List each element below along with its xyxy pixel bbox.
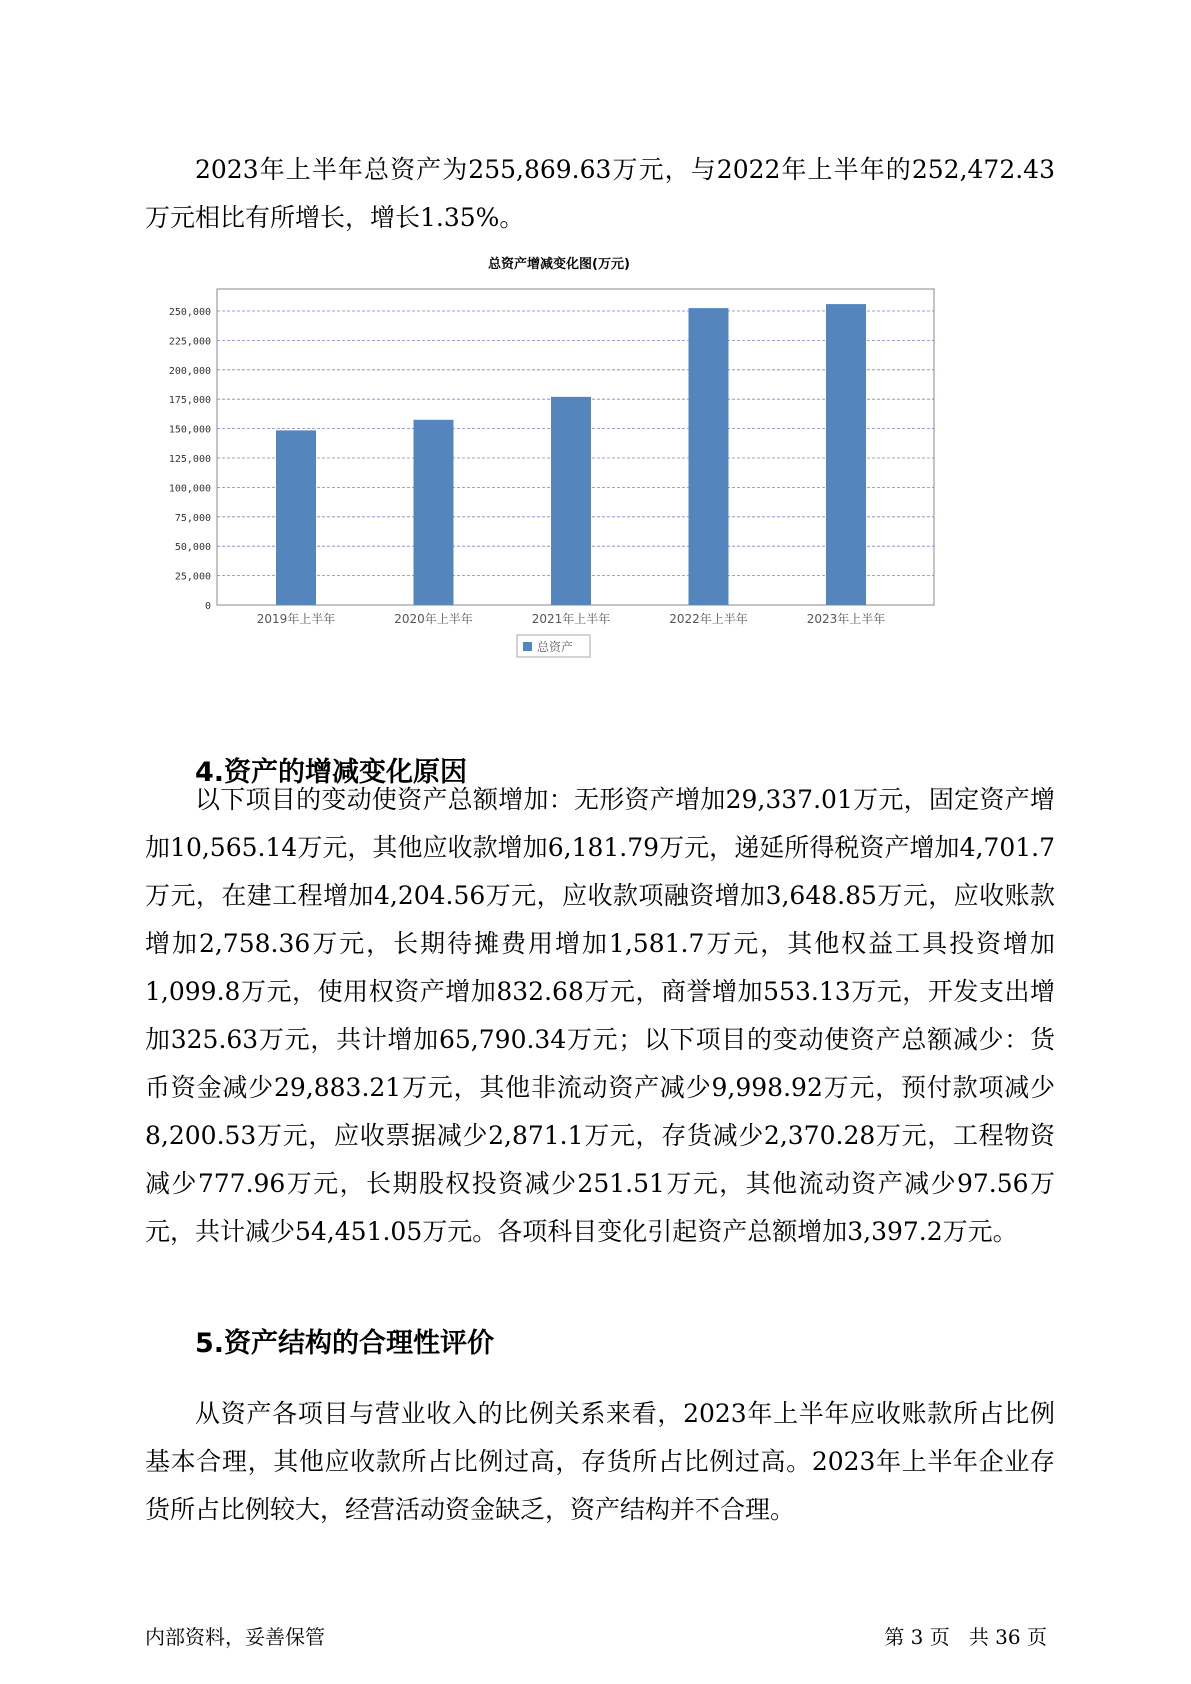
total-assets-paragraph: 2023年上半年总资产为255,869.63万元，与2022年上半年的252,472.43万元相比有所增长，增长1.35%。 <box>145 155 1055 232</box>
y-tick-label: 100,000 <box>168 483 211 495</box>
y-tick-label: 150,000 <box>168 424 211 436</box>
y-tick-label: 225,000 <box>168 336 211 348</box>
x-tick-label: 2021年上半年 <box>531 612 611 626</box>
y-tick-label: 250,000 <box>168 307 211 318</box>
footer-confidential-note: 内部资料，妥善保管 <box>145 1625 325 1649</box>
legend-label: 总资产 <box>537 640 574 654</box>
section-heading-asset-change-reasons: 4.资产的增减变化原因 <box>195 757 468 788</box>
y-tick-label: 175,000 <box>168 395 211 407</box>
x-tick-label: 2020年上半年 <box>394 612 473 626</box>
bar-5 <box>826 304 866 605</box>
section-heading-asset-structure-evaluation: 5.资产结构的合理性评价 <box>195 1328 495 1359</box>
y-tick-label: 200,000 <box>168 365 211 377</box>
legend-swatch <box>523 642 532 651</box>
asset-structure-evaluation-paragraph: 从资产各项目与营业收入的比例关系来看，2023年上半年应收账款所占比例基本合理，其他应收款所占比例过高，存货所占比例过高。2023年上半年企业存货所占比例较大，经营活动资金缺乏，资产结构并不合理。 <box>145 1399 1055 1524</box>
bar-4 <box>689 308 729 605</box>
y-tick-label: 125,000 <box>168 454 211 465</box>
chart-title: 总资产增减变化图(万元) <box>488 257 630 272</box>
bar-1 <box>276 430 316 605</box>
footer-page-number: 第 3 页 共 36 页 <box>884 1625 1047 1649</box>
y-tick-label: 0 <box>204 601 211 612</box>
bar-2 <box>414 420 454 605</box>
total-assets-chart <box>145 255 1050 725</box>
x-tick-label: 2023年上半年 <box>806 612 886 626</box>
y-tick-label: 75,000 <box>174 512 211 524</box>
x-axis-ticks <box>257 611 886 626</box>
x-tick-label: 2022年上半年 <box>669 612 748 626</box>
legend <box>517 635 590 657</box>
y-tick-label: 25,000 <box>174 571 211 583</box>
y-axis-ticks <box>169 307 211 612</box>
bar-3 <box>551 397 591 605</box>
x-tick-label: 2019年上半年 <box>256 612 336 626</box>
asset-change-reasons-paragraph: 以下项目的变动使资产总额增加：无形资产增加29,337.01万元，固定资产增加10,565.14万元，其他应收款增加6,181.79万元，递延所得税资产增加4,701.7万元，在建工程增加4,204.56万元，应收款项融资增加3,648.85万元，应收账款增加2,758.36万元，长期待摊费用增加1,581.7万元，其他权益工具投资增加1,099.8万元，使用权资产增加832.68万元，商誉增加553.13万元，开发支出增加325.63万元，共计增加65,790.34万元；以下项目的变动使资产总额减少：货币资金减少29,883.21万元，其他非流动资产减少9,998.92万元，预付款项减少8,200.53万元，应收票据减少2,871.1万元，存货减少2,370.28万元，工程物资减少777.96万元，长期股权投资减少251.51万元，其他流动资产减少97.56万元，共计减少54,451.05万元。各项科目变化引起资产总额增加3,397.2万元。 <box>145 785 1055 1246</box>
y-tick-label: 50,000 <box>174 542 211 554</box>
